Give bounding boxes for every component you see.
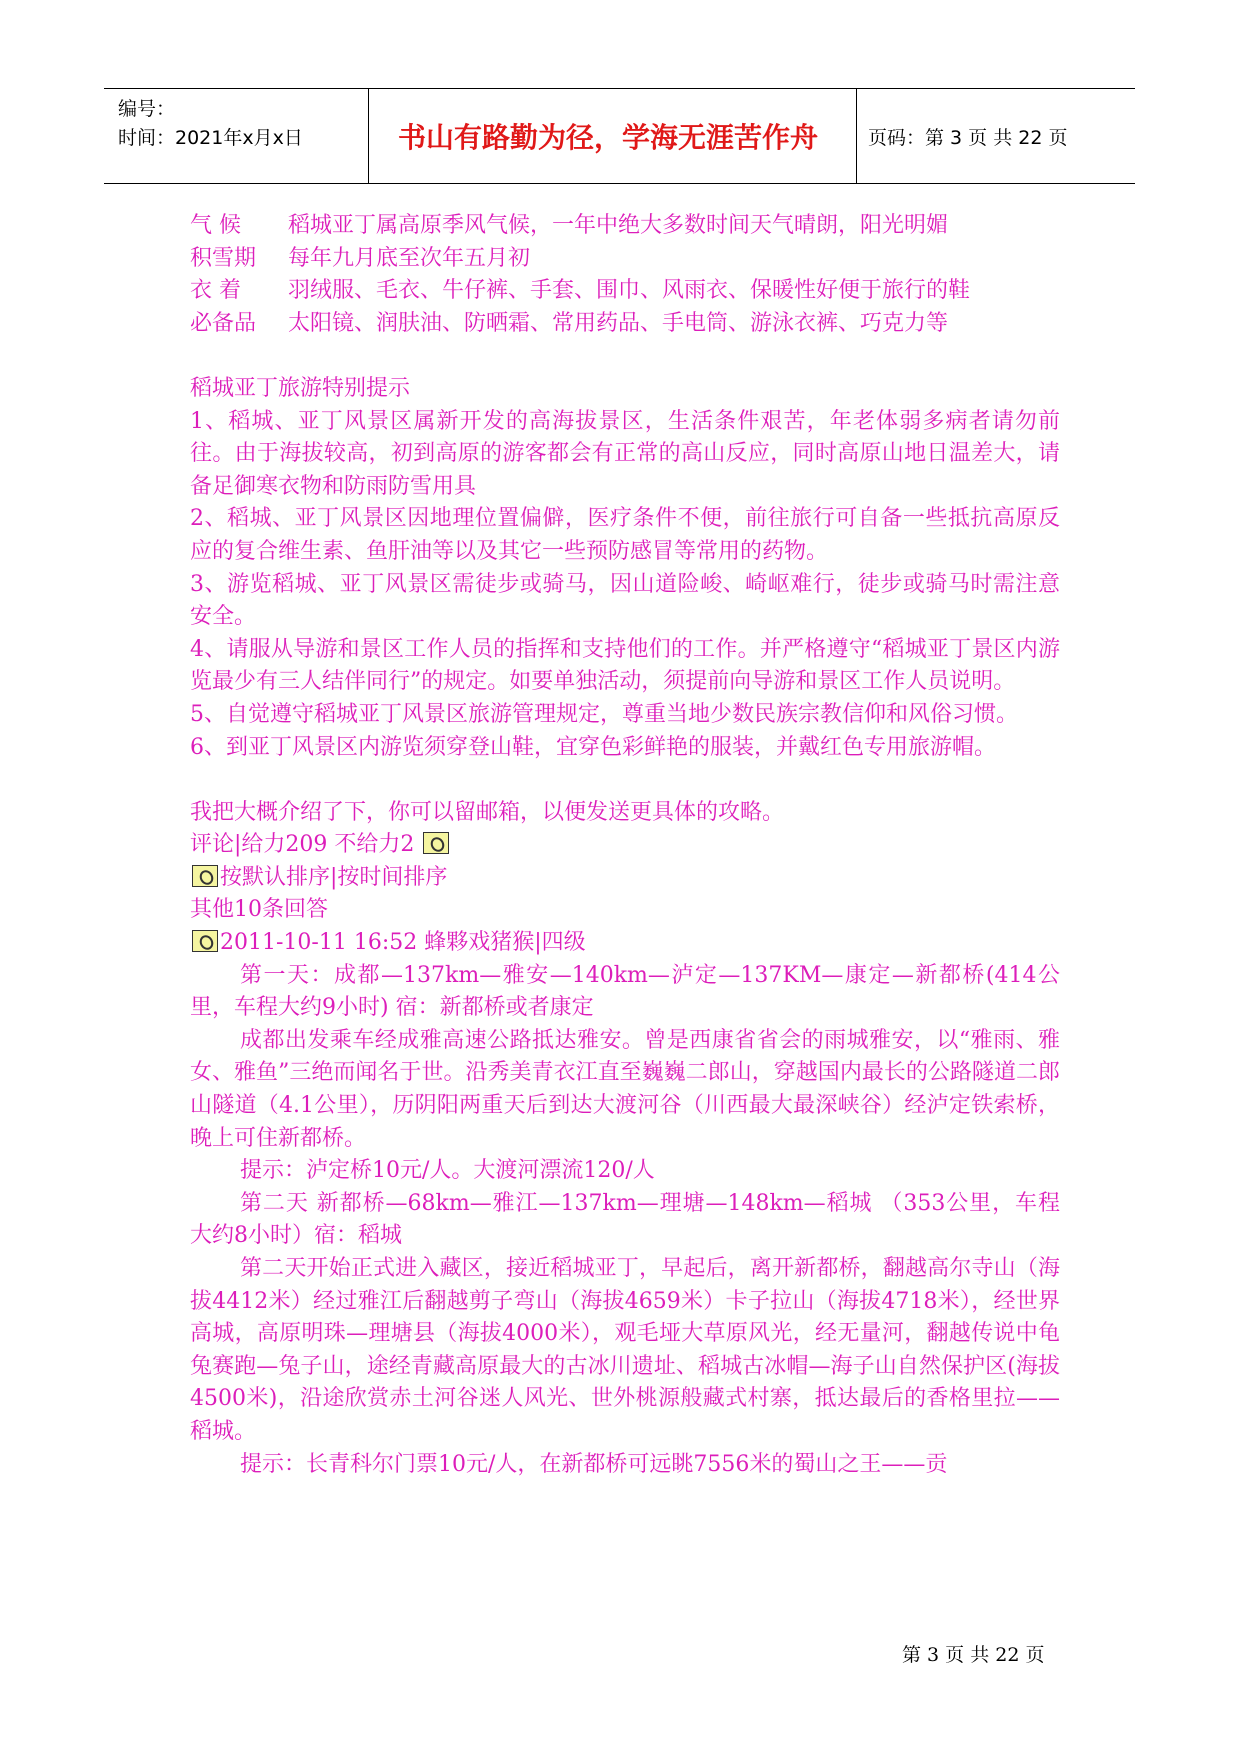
header-motto: 书山有路勤为径，学海无涯苦作舟	[397, 121, 818, 154]
number-label: 编号：	[118, 98, 176, 120]
day2-title: 第二天 新都桥—68km—雅江—137km—理塘—148km—稻城 （353公里，车程大约8小时）宿：稻城	[190, 1190, 1060, 1249]
broken-image-icon	[192, 865, 218, 887]
info-row	[190, 243, 1060, 276]
day2-desc: 第二天开始正式进入藏区，接近稻城亚丁，早起后，离开新都桥，翻越高尔寺山（海拔4412米）经过雅江后翻越剪子弯山（海拔4659米）卡子拉山（海拔4718米），经世界高城，高原明珠—理塘县（海拔4000米），观毛垭大草原风光，经无量河，翻越传说中龟兔赛跑—兔子山，途经青藏高原最大的古冰川遗址、稻城古冰帽—海子山自然保护区(海拔4500米)，沿途欣赏赤土河谷迷人风光、世外桃源般藏式村寨，抵达最后的香格里拉——稻城。	[190, 1256, 1060, 1444]
day1-desc: 成都出发乘车经成雅高速公路抵达雅安。曾是西康省省会的雨城雅安，以“雅雨、雅女、雅鱼”三绝而闻名于世。沿秀美青衣江直至巍巍二郎山，穿越国内最长的公路隧道二郎山隧道（4.1公里），历阴阳两重天后到达大渡河谷（川西最大最深峡谷）经泸定铁索桥，晚上可住新都桥。	[190, 1027, 1060, 1151]
other-answers: 其他10条回答	[190, 897, 328, 923]
info-key: 必备品	[190, 310, 257, 336]
page-header	[104, 88, 1135, 184]
header-meta	[118, 95, 358, 153]
info-key: 积雪期	[190, 245, 257, 271]
header-page-label: 页码：第 3 页 共 22 页	[868, 126, 1068, 149]
answer-meta: 2011-10-11 16:52 蜂夥戏猪猴|四级	[220, 930, 586, 956]
tip-item: 5、自觉遵守稻城亚丁风景区旅游管理规定，尊重当地少数民族宗教信仰和风俗习惯。	[190, 701, 1018, 727]
sort-options[interactable]: 按默认排序|按时间排序	[220, 864, 448, 890]
info-key: 气 候	[190, 213, 241, 238]
comment-line	[190, 829, 1060, 862]
info-value: 羽绒服、毛衣、牛仔裤、手套、围巾、风雨衣、保暖性好便于旅行的鞋	[288, 278, 971, 304]
info-value: 每年九月底至次年五月初	[288, 245, 531, 271]
closing-text: 我把大概介绍了下，你可以留邮箱，以便发送更具体的攻略。	[190, 799, 785, 825]
sort-line	[190, 862, 1060, 895]
spacer	[190, 340, 1060, 373]
tips-title: 稻城亚丁旅游特别提示	[190, 375, 411, 401]
day2-tip: 提示：长青科尔门票10元/人，在新都桥可远眺7556米的蜀山之王——贡	[240, 1451, 948, 1477]
info-row	[190, 308, 1060, 341]
time-label: 时间：2021年x月x日	[118, 127, 303, 149]
info-value: 稻城亚丁属高原季风气候，一年中绝大多数时间天气晴朗，阳光明媚	[288, 213, 949, 238]
info-row	[190, 210, 1060, 243]
page-footer: 第 3 页 共 22 页	[902, 1644, 1045, 1666]
tip-item: 2、稻城、亚丁风景区因地理位置偏僻，医疗条件不便，前往旅行可自备一些抵抗高原反应的复合维生素、鱼肝油等以及其它一些预防感冒等常用的药物。	[190, 506, 1060, 564]
tip-item: 1、稻城、亚丁风景区属新开发的高海拔景区，生活条件艰苦，年老体弱多病者请勿前往。由于海拔较高，初到高原的游客都会有正常的高山反应，同时高原山地日温差大，请备足御寒衣物和防雨防雪用具	[190, 408, 1060, 499]
info-row	[190, 275, 1060, 308]
document-body	[190, 210, 1060, 1481]
day1-title: 第一天：成都—137km—雅安—140km—泸定—137KM—康定—新都桥(414公里，车程大约9小时) 宿：新都桥或者康定	[190, 962, 1060, 1021]
info-value: 太阳镜、润肤油、防晒霜、常用药品、手电筒、游泳衣裤、巧克力等	[288, 310, 949, 336]
day1-tip: 提示：泸定桥10元/人。大渡河漂流120/人	[240, 1158, 655, 1184]
broken-image-icon	[192, 930, 218, 952]
comment-stats[interactable]: 评论|给力209 不给力2	[190, 832, 415, 858]
info-key: 衣 着	[190, 278, 241, 304]
answer-meta-line	[190, 927, 1060, 960]
tip-item: 3、游览稻城、亚丁风景区需徒步或骑马，因山道险峻、崎岖难行，徒步或骑马时需注意安全。	[190, 571, 1060, 630]
tip-item: 4、请服从导游和景区工作人员的指挥和支持他们的工作。并严格遵守“稻城亚丁景区内游览最少有三人结伴同行”的规定。如要单独活动，须提前向导游和景区工作人员说明。	[190, 636, 1060, 695]
spacer	[190, 764, 1060, 797]
tip-item: 6、到亚丁风景区内游览须穿登山鞋，宜穿色彩鲜艳的服装，并戴红色专用旅游帽。	[190, 734, 996, 760]
broken-image-icon	[423, 832, 449, 854]
